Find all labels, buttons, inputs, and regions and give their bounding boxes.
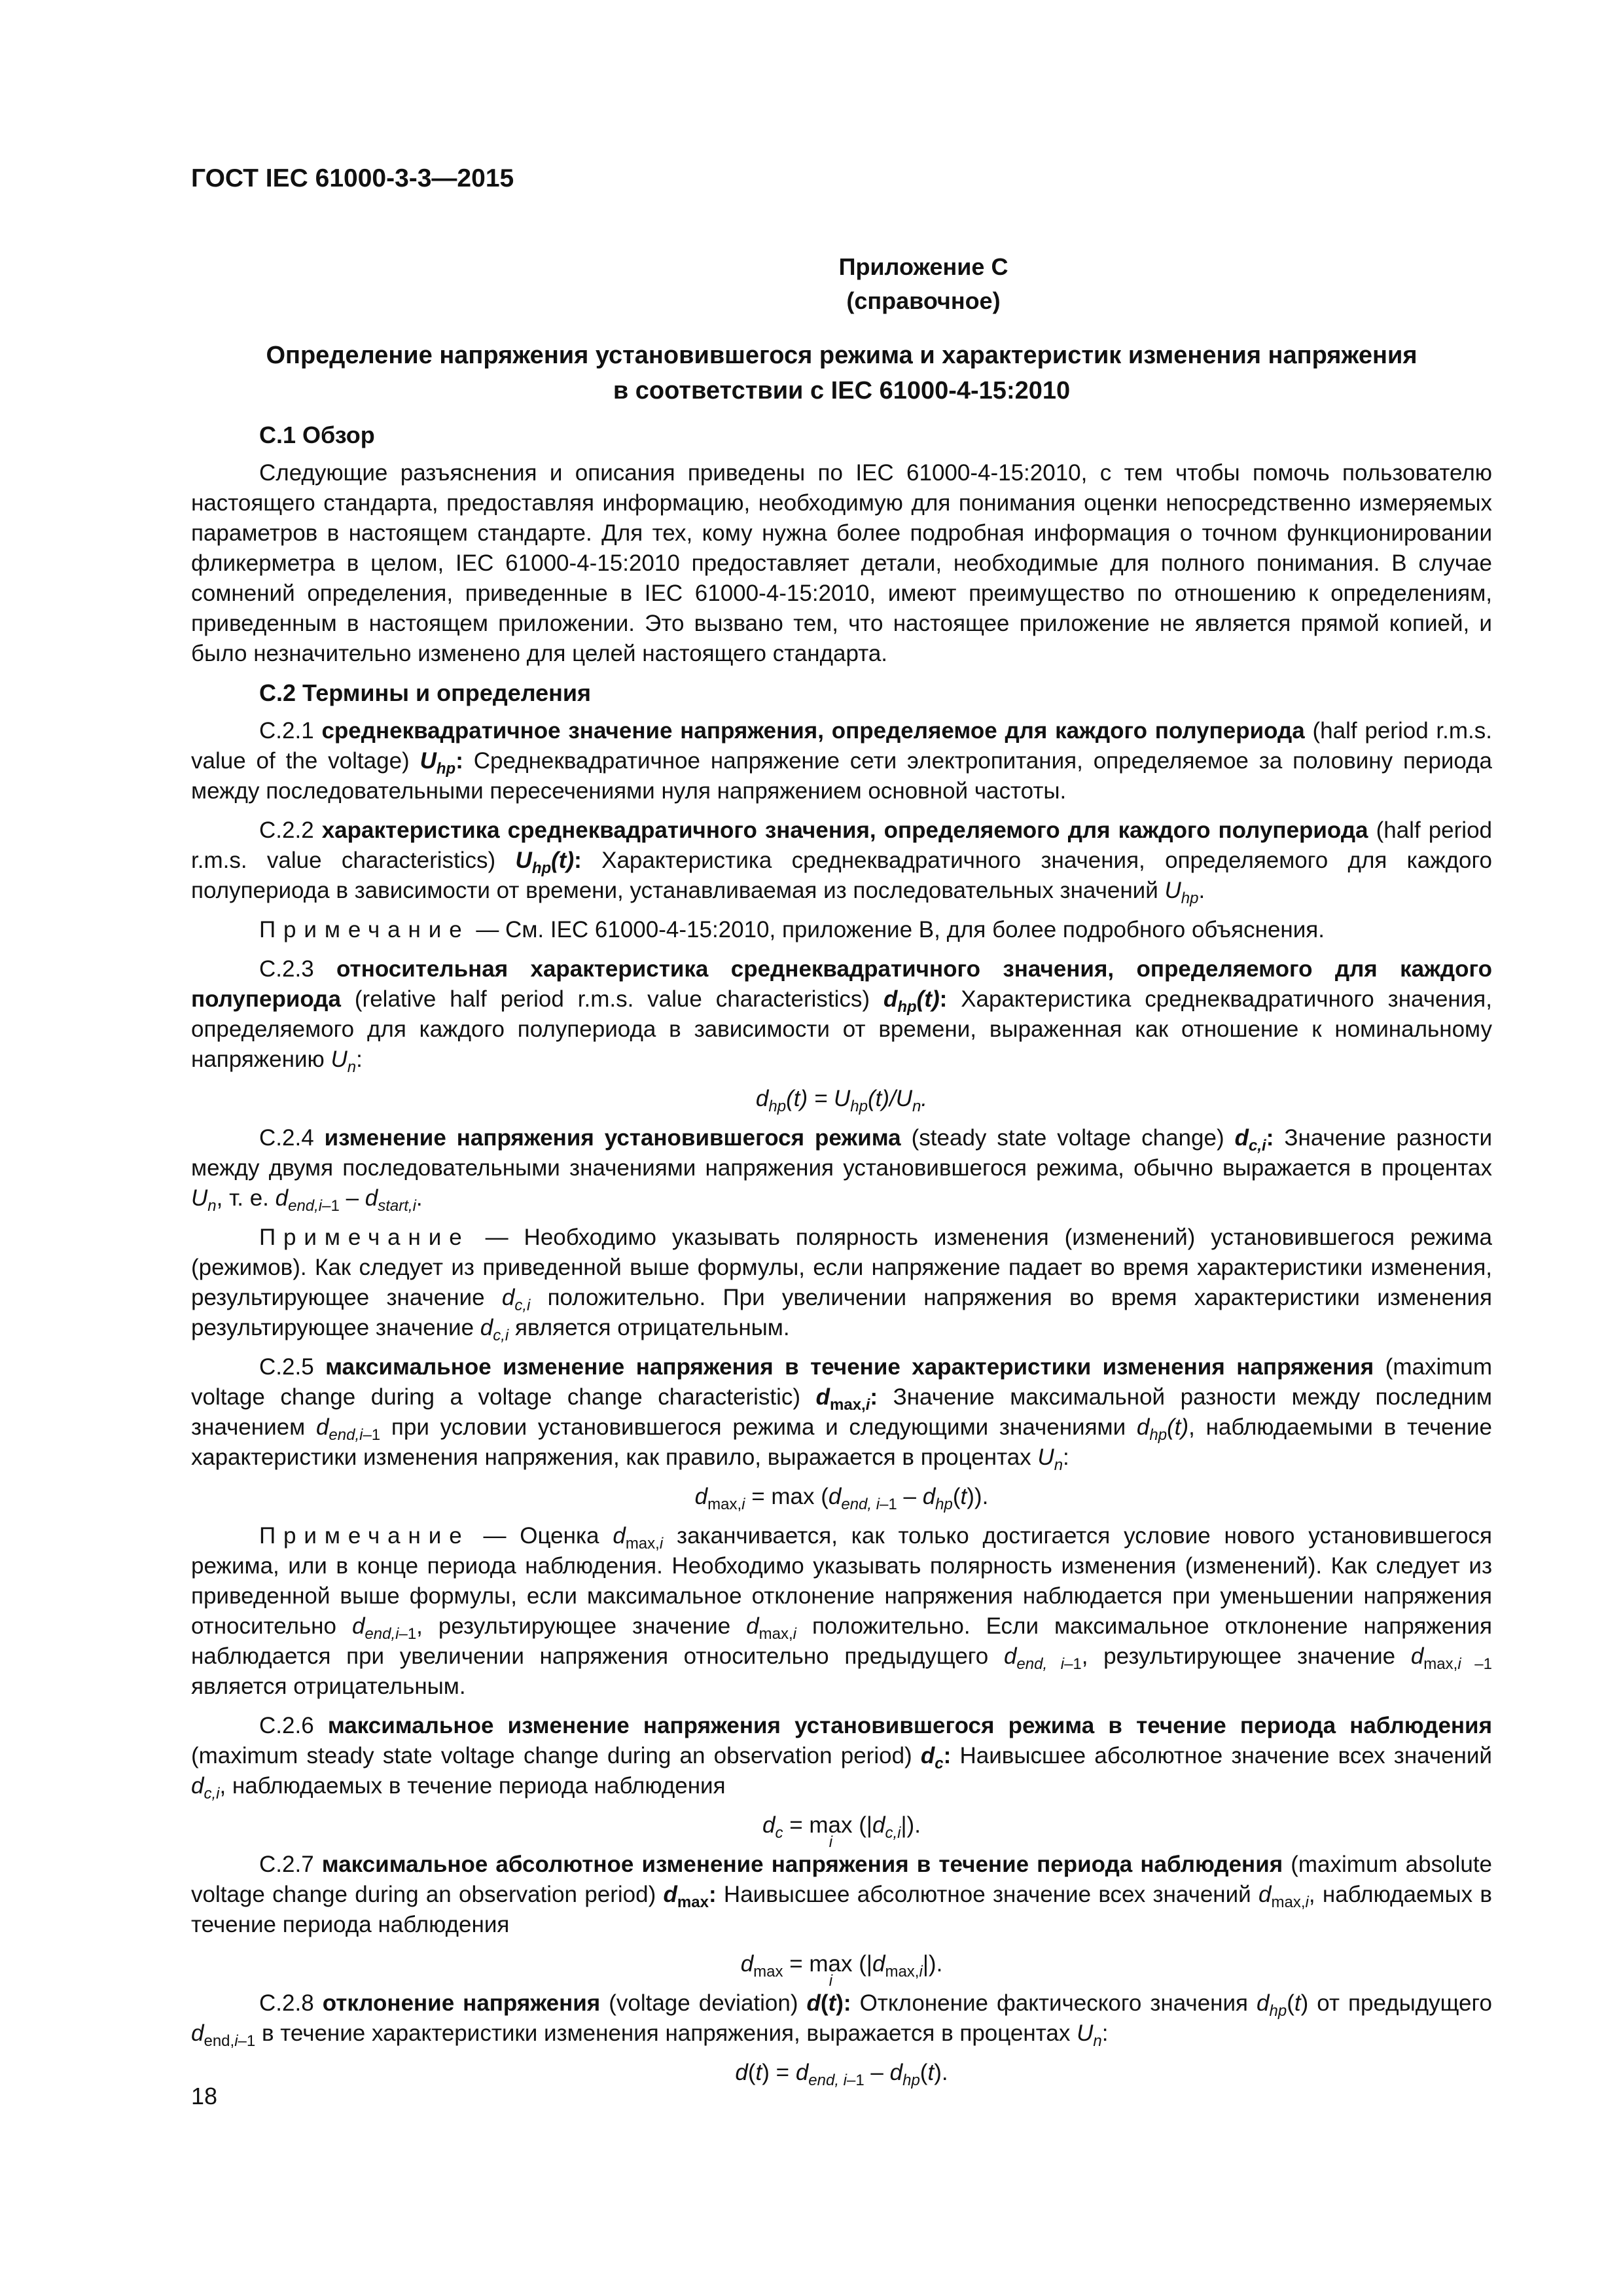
note-text: — Оценка <box>483 1523 599 1549</box>
note-text: , результирующее значение <box>416 1613 731 1639</box>
term-definition: Наивысшее абсолютное значение всех значений <box>959 1743 1492 1768</box>
term-c25: С.2.5 максимальное изменение напряжения в течение характеристики изменения напряжения (maximum voltage change during a voltage change characteristic) $d_{max,i}$: Значение максимальной разности между последним значением $d_{end,i-1}$ при условии установившегося режима и следующими значениями $d_{hp}(t)$, наблюдаемыми в течение характеристики изменения напряжения, как правило, выражается в процентах $U_n$: <box>191 1354 1492 1474</box>
term-c24: С.2.4 изменение напряжения установившегося режима (steady state voltage change) $d_{c,i}$: Значение разности между двумя последовательными значениями напряжения установившегося режима, обычно выражается в процентах $U_n$, т. е. $d_{end,i-1} - d_{start,i}$. <box>191 1125 1493 1215</box>
term-english: (voltage deviation) <box>609 1990 798 2016</box>
term-name: максимальное абсолютное изменение напряжения в течение периода наблюдения <box>321 1852 1283 1877</box>
note-c25: Примечание — Оценка $d_{max,i}$ заканчивается, как только достигается условие нового установившегося режима, или в конце периода наблюдения. Необходимо указывать полярность изменения (изменений). Как следует из приведенной выше формулы, если максимальное отклонение напряжения наблюдается при уменьшении напряжения относительно $d_{end,i-1}$, результирующее значение $d_{max,i}$ положительно. Если максимальное отклонение напряжения наблюдается при увеличении напряжения относительно предыдущего $d_{end, i-1}$, результирующее значение $d_{max,i -1}$ является отрицательным. <box>191 1523 1492 1699</box>
inline-symbol: U <box>330 1047 348 1072</box>
section-heading-c2: С.2 Термины и определения <box>259 679 592 706</box>
term-c21: С.2.1 среднеквадратичное значение напряжения, определяемое для каждого полупериода (half period r.m.s. value of the voltage) $U_{hp}$: Среднеквадратичное напряжение сети электропитания, определяемое за половину периода между последовательными пересечениями нуля напряжением основной частоты. <box>191 718 1492 804</box>
annex-title-line2: в соответствии с IEC 61000-4-15:2010 <box>613 377 1071 404</box>
term-definition: в течение характеристики изменения напряжения, выражается в процентах <box>261 2020 1071 2046</box>
term-english: (relative half period r.m.s. value characteristics) <box>354 986 870 1012</box>
term-name: изменение напряжения установившегося режима <box>324 1125 901 1151</box>
note-text: положительно. При увеличении напряжения во время характеристики изменения результирующее значение <box>191 1285 1492 1340</box>
term-number: С.2.2 <box>259 817 314 843</box>
term-name: среднеквадратичное значение напряжения, определяемое для каждого полупериода <box>321 718 1305 744</box>
note-text: , результирующее значение <box>1081 1643 1396 1669</box>
term-symbol-arg: (t) <box>551 848 575 873</box>
term-english: (half period r.m.s. value of the voltage) <box>191 718 1492 774</box>
inline-symbol-sub: n <box>347 1058 357 1076</box>
term-english: (maximum steady state voltage change during an observation period) <box>191 1743 912 1768</box>
note-c24: Примечание — Необходимо указывать полярность изменения (изменений) установившегося режима (режимов). Как следует из приведенной выше формулы, если напряжение падает во время характеристики изменения, результирующее значение $d_{c,i}$ положительно. При увеличении напряжения во время характеристики изменения результирующее значение $d_{c,i}$ является отрицательным. <box>191 1225 1492 1344</box>
term-name: максимальное изменение напряжения в течение характеристики изменения напряжения <box>325 1354 1374 1380</box>
term-name: отклонение напряжения <box>322 1990 601 2016</box>
term-number: С.2.7 <box>259 1852 314 1877</box>
note-text: заканчивается, как только достигается условие нового установившегося режима, или в конце периода наблюдения. Необходимо указывать полярность изменения (изменений). Как следует из приведенной выше формулы, если максимальное отклонение напряжения наблюдается при уменьшении напряжения относительно <box>191 1523 1492 1639</box>
term-definition: при условии установившегося режима и следующими значениями <box>391 1414 1126 1440</box>
note-text: является отрицательным. <box>515 1315 790 1340</box>
term-symbol-sub: hp <box>531 859 552 877</box>
annex-label: Приложение С <box>838 253 1008 280</box>
term-number: С.2.3 <box>259 956 314 982</box>
term-definition: от предыдущего <box>1317 1990 1492 2016</box>
term-c28: С.2.8 отклонение напряжения (voltage deviation) d(t): Отклонение фактического значения $d_{hp}(t)$ от предыдущего $d_{end,i-1}$ в течение характеристики изменения напряжения, выражается в процентах $U_n$: <box>191 1990 1492 2050</box>
term-definition: , наблюдаемыми в течение характеристики изменения напряжения, как правило, выражается в процентах <box>191 1414 1492 1470</box>
term-definition: Среднеквадратичное напряжение сети электропитания, определяемое за половину периода между последовательными пересечениями нуля напряжением основной частоты. <box>191 748 1492 804</box>
annex-type: (справочное) <box>846 287 1001 314</box>
term-symbol-sub: hp <box>897 998 917 1016</box>
annex-title <box>191 338 1492 408</box>
document-code-header: ГОСТ IEC 61000-3-3—2015 <box>191 164 514 192</box>
term-english: (maximum absolute voltage change during an observation period) <box>191 1852 1493 1907</box>
term-definition: Значение максимальной разности между последним значением <box>191 1384 1492 1440</box>
term-number: С.2.5 <box>259 1354 314 1380</box>
formula-c25: $d_{max,i} = \max (d_{end, i-1} - d_{hp}(t))$. <box>694 1484 989 1513</box>
note-text: — См. IEC 61000-4-15:2010, приложение В, для более подробного объяснения. <box>476 917 1325 942</box>
note-label: Примечание <box>259 1523 470 1549</box>
term-c22: С.2.2 характеристика среднеквадратичного значения, определяемого для каждого полупериода (half period r.m.s. value characteristics) $U_{hp}(t)$: Характеристика среднеквадратичного значения, определяемого для каждого полупериода в зависимости от времени, устанавливаемая из последовательных значений $U_{hp}$. <box>191 817 1492 907</box>
note-c22 <box>191 915 1492 945</box>
note-text: — Необходимо указывать полярность изменения (изменений) установившегося режима (режимов). Как следует из приведенной выше формулы, если напряжение падает во время характеристики изменения, результирующее значение <box>191 1225 1492 1310</box>
term-definition: Характеристика среднеквадратичного значения, определяемого для каждого полупериода в зависимости от времени, выраженная как отношение к номинальному напряжению <box>191 986 1492 1072</box>
term-number: С.2.8 <box>259 1990 314 2016</box>
formula-c28: $d(t) = d_{end, i-1} - d_{hp}(t)$. <box>735 2060 948 2089</box>
term-c23: С.2.3 относительная характеристика среднеквадратичного значения, определяемого для каждого полупериода (relative half period r.m.s. value characteristics) $d_{hp}(t)$: Характеристика среднеквадратичного значения, определяемого для каждого полупериода в зависимости от времени, выраженная как отношение к номинальному напряжению $U_n$: <box>191 956 1492 1076</box>
note-label: Примечание <box>259 917 470 942</box>
term-symbol: d <box>883 986 898 1012</box>
inline-symbol-sub: hp <box>1181 889 1199 907</box>
note-text: положительно. Если максимальное отклонение напряжения наблюдается при увеличении напряжения относительно предыдущего <box>191 1613 1492 1669</box>
term-definition: , наблюдаемых в течение периода наблюдения <box>219 1773 726 1799</box>
term-name: относительная характеристика среднеквадратичного значения, определяемого для каждого полупериода <box>191 956 1492 1012</box>
note-label: Примечание <box>259 1225 470 1250</box>
term-english: (steady state voltage change) <box>911 1125 1224 1151</box>
term-symbol-arg: (t) <box>916 986 940 1012</box>
term-symbol-sub: hp <box>436 760 456 778</box>
term-name: максимальное изменение напряжения установившегося режима в течение периода наблюдения <box>327 1713 1492 1738</box>
term-c26: С.2.6 максимальное изменение напряжения установившегося режима в течение периода наблюдения (maximum steady state voltage change during an observation period) $d_c$: Наивысшее абсолютное значение всех значений $d_{c,i}$, наблюдаемых в течение периода наблюдения <box>191 1713 1492 1803</box>
formula-c26: $d_c = \max$ i $(|d_{c,i}|)$. <box>762 1812 921 1851</box>
term-english: (half period r.m.s. value characteristics) <box>191 817 1492 873</box>
page-number: 18 <box>191 2083 218 2109</box>
term-symbol: U <box>515 848 532 873</box>
formula-c23: $d_{hp}(t) = U_{hp}(t)/U_n$. <box>755 1086 928 1115</box>
formula-c27: $d_{max} = \max$ i $(|d_{max,i}|)$. <box>740 1951 943 1990</box>
term-definition: Характеристика среднеквадратичного значения, определяемого для каждого полупериода в зависимости от времени, устанавливаемая из последовательных значений <box>191 848 1492 903</box>
term-definition: наблюдаемых в течение периода наблюдения <box>191 1882 1492 1937</box>
term-definition-tail: , т. е. <box>216 1185 269 1211</box>
note-text: является отрицательным. <box>191 1674 466 1699</box>
term-name: характеристика среднеквадратичного значения, определяемого для каждого полупериода <box>321 817 1368 843</box>
term-number: С.2.6 <box>259 1713 314 1738</box>
term-number: С.2.4 <box>259 1125 314 1151</box>
term-number: С.2.1 <box>259 718 314 744</box>
inline-symbol: U <box>1164 878 1181 903</box>
section-heading-c1: С.1 Обзор <box>259 422 375 448</box>
term-definition: Отклонение фактического значения <box>859 1990 1248 2016</box>
term-c27: С.2.7 максимальное абсолютное изменение напряжения в течение периода наблюдения (maximum absolute voltage change during an observation period) $d_{max}$: Наивысшее абсолютное значение всех значений $d_{max,i}$, наблюдаемых в течение периода наблюдения <box>191 1852 1493 1937</box>
annex-title-line1: Определение напряжения установившегося режима и характеристик изменения напряжения <box>266 342 1418 369</box>
c1-paragraph: Следующие разъяснения и описания приведены по IEC 61000-4-15:2010, с тем чтобы помочь пользователю настоящего стандарта, предоставляя информацию, необходимую для понимания оценки непосредственно измеряемых параметров в настоящем стандарте. Для тех, кому нужна более подробная информация о точном функционировании фликерметра в целом, IEC 61000-4-15:2010 предоставляет детали, необходимые для полного понимания. В случае сомнений определения, приведенные в IEC 61000-4-15:2010, имеют преимущество по отношению к определениям, приведенным в настоящем приложении. Это вызвано тем, что настоящее приложение не является прямой копией, и было незначительно изменено для целей настоящего стандарта. <box>191 460 1492 666</box>
term-definition: Значение разности между двумя последовательными значениями напряжения установившегося режима, обычно выражается в процентах <box>191 1125 1493 1181</box>
term-symbol: U <box>419 748 437 774</box>
term-english: (maximum voltage change during a voltage change characteristic) <box>191 1354 1492 1410</box>
term-definition: Наивысшее абсолютное значение всех значений <box>723 1882 1251 1907</box>
